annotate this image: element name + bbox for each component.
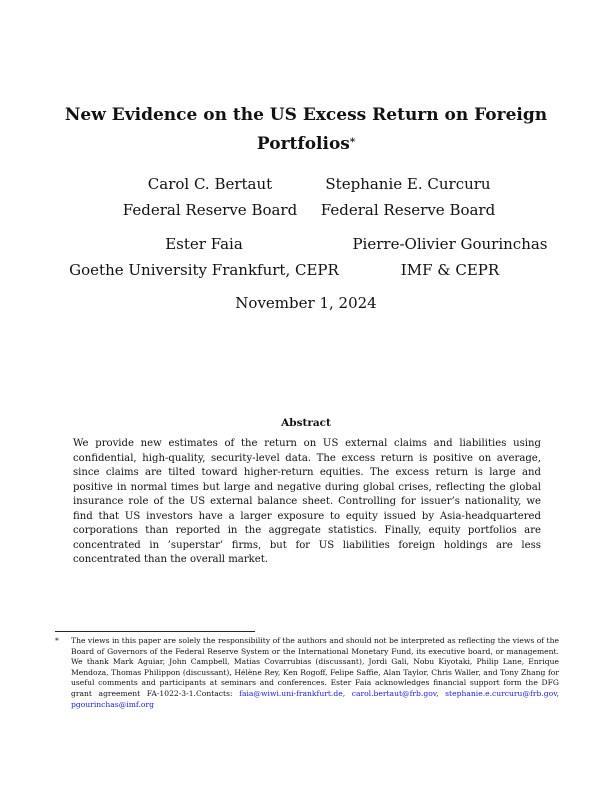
author-block <box>68 231 340 283</box>
abstract-text: We provide new estimates of the return on US external claims and liabilities using confidential, high-quality, security-level data. The excess return is positive on average, since claims are tilted toward higher-return equities. The excess return is large and positive in normal times but large and negative during global crises, reflecting the global insurance role of the US external balance sheet. Controlling for issuer’s nationality, we find that US investors have a larger exposure to equity issued by Asia-headquartered corporations than reported in the aggregate statistics. Finally, equity portfolios are concentrated in ’superstar’ firms, but for US liabilities foreign holdings are less concentrated than the overall market. <box>73 438 541 565</box>
footnote <box>55 636 559 710</box>
email-separator: , <box>436 688 446 698</box>
footnote-body <box>71 636 559 710</box>
title-footnote-marker[interactable]: * <box>349 137 356 148</box>
author-affiliation: Federal Reserve Board <box>122 201 298 219</box>
footnote-text: The views in this paper are solely the responsibility of the authors and should not be interpreted as reflecting the views of the Board of Governors of the Federal Reserve System or the International Monetary Fund, its executive board, or management. We thank Mark Aguiar, John Campbell, Matias Covarrubias (discussant), Jordi Gali, Nobu Kiyotaki, Philip Lane, Enrique Mendoza, Thomas Philippon (discussant), Hélène Rey, Ken Rogoff, Felipe Saffie, Alan Taylor, Chris Waller, and Tony Zhang for useful comments and participants at seminars and conferences. Ester Faia acknowledges financial support form the DFG grant agreement FA-1022-3-1.Contacts: <box>71 636 559 698</box>
email-link-bertaut[interactable]: carol.bertaut@frb.gov <box>351 688 437 698</box>
paper-date: November 1, 2024 <box>235 294 377 312</box>
author-block <box>350 231 550 283</box>
author-block <box>120 171 300 223</box>
email-link-curcuru[interactable]: stephanie.e.curcuru@frb.gov <box>445 688 557 698</box>
email-link-gourinchas[interactable]: pgourinchas@imf.org <box>71 699 154 709</box>
email-separator: , <box>556 688 560 698</box>
paper-title <box>60 101 552 159</box>
paper-title-text: New Evidence on the US Excess Return on Foreign Portfolios <box>64 105 548 154</box>
author-affiliation: Goethe University Frankfurt, CEPR <box>69 261 339 279</box>
abstract-heading: Abstract <box>281 417 331 429</box>
author-affiliation: IMF & CEPR <box>400 261 500 279</box>
author-affiliation: Federal Reserve Board <box>320 201 496 219</box>
author-block <box>318 171 498 223</box>
author-name: Carol C. Bertaut <box>147 175 273 193</box>
author-name: Pierre-Olivier Gourinchas <box>352 235 548 253</box>
footnote-divider <box>55 631 255 632</box>
email-link-faia[interactable]: faia@wiwi.uni-frankfurt.de <box>239 688 343 698</box>
author-name: Ester Faia <box>165 235 243 253</box>
author-name: Stephanie E. Curcuru <box>325 175 491 193</box>
footnote-marker: * <box>55 636 59 645</box>
email-separator: , <box>342 688 352 698</box>
